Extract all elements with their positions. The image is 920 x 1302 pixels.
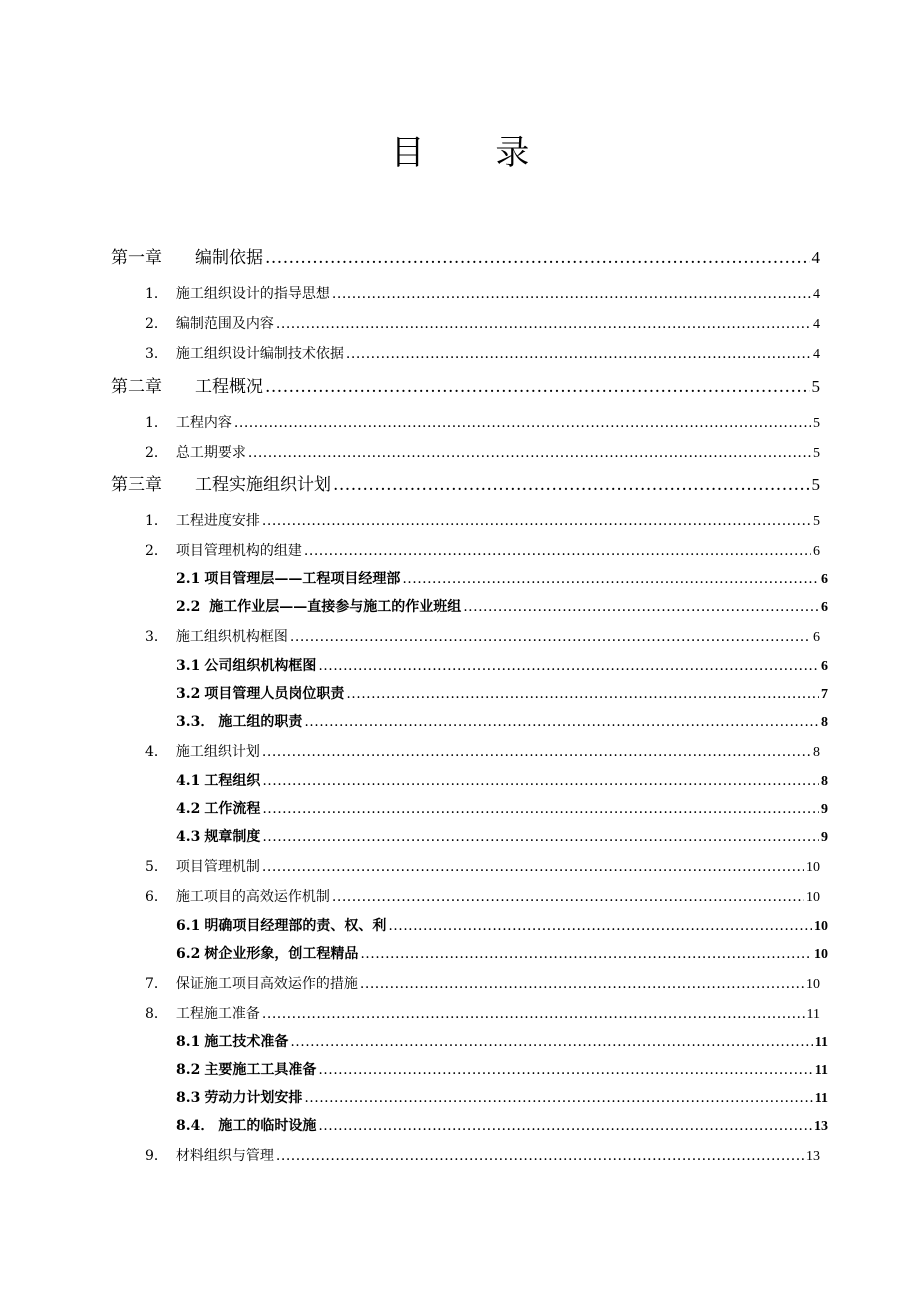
toc-page-number: 5 <box>811 475 820 494</box>
toc-leader-dots <box>333 475 810 495</box>
toc-entry[interactable] <box>176 1059 828 1079</box>
toc-entry[interactable] <box>145 856 820 876</box>
toc-entry-label <box>176 1087 302 1107</box>
toc-entry-label <box>176 798 260 818</box>
toc-page-number: 10 <box>814 919 828 934</box>
toc-leader-dots <box>360 976 804 992</box>
toc-entry-text: 项目管理机构的组建 <box>175 543 302 559</box>
toc-entry-text: 工程进度安排 <box>175 513 260 529</box>
toc-entry[interactable] <box>176 568 828 588</box>
toc-entry-label <box>176 711 302 731</box>
toc-leader-dots <box>360 946 812 962</box>
toc-entry-text: 工程施工准备 <box>175 1006 260 1022</box>
toc-section-number: 6． <box>145 889 168 905</box>
toc-entry-label <box>111 470 331 495</box>
toc-page-number: 6 <box>821 572 828 587</box>
toc-page-number: 8 <box>821 774 828 789</box>
toc-entry-label <box>176 568 400 588</box>
toc-section-number: 3.1 <box>176 658 201 674</box>
toc-entry-text: 公司组织机构框图 <box>204 658 317 674</box>
toc-entry-text: 施工技术准备 <box>204 1034 289 1050</box>
toc-entry-label <box>111 243 263 268</box>
toc-page-number: 5 <box>813 416 820 431</box>
toc-entry[interactable] <box>111 372 820 397</box>
toc-leader-dots <box>304 1090 812 1106</box>
toc-section-number: 4.2 <box>176 801 201 817</box>
toc-entry-label <box>176 915 386 935</box>
toc-page-number: 6 <box>813 630 820 645</box>
toc-entry-label <box>145 886 330 906</box>
toc-section-number: 6.2 <box>176 946 201 962</box>
toc-leader-dots <box>262 1006 805 1022</box>
toc-entry-text: 施工的临时设施 <box>218 1118 317 1134</box>
toc-leader-dots <box>463 599 819 615</box>
toc-entry-label <box>176 1115 316 1135</box>
toc-entry-label <box>145 343 344 363</box>
toc-page-number: 8 <box>813 745 820 760</box>
toc-entry-text: 保证施工项目高效运作的措施 <box>175 976 358 992</box>
toc-leader-dots <box>248 445 811 461</box>
toc-page-number: 13 <box>814 1119 828 1134</box>
toc-page-number: 10 <box>806 860 820 875</box>
toc-entry-label <box>145 313 274 333</box>
toc-section-number: 1． <box>145 415 168 431</box>
toc-page-number: 9 <box>821 802 828 817</box>
toc-entry-text: 材料组织与管理 <box>175 1148 274 1164</box>
toc-entry[interactable] <box>111 243 820 268</box>
toc-entry-text: 主要施工工具准备 <box>204 1062 317 1078</box>
toc-entry-label <box>176 596 461 616</box>
toc-page-number: 9 <box>821 830 828 845</box>
toc-section-number: 8.4． <box>176 1118 215 1134</box>
toc-leader-dots <box>332 286 811 302</box>
toc-entry-text: 总工期要求 <box>175 445 246 461</box>
toc-leader-dots <box>332 889 804 905</box>
toc-page-number: 4 <box>813 347 820 362</box>
toc-chapter-number: 第二章 <box>111 377 162 397</box>
toc-entry-text: 施工组织设计的指导思想 <box>175 286 330 302</box>
toc-entry-text: 施工组的职责 <box>218 714 303 730</box>
toc-entry-text: 劳动力计划安排 <box>204 1090 303 1106</box>
toc-section-number: 1． <box>145 513 168 529</box>
toc-entry[interactable] <box>176 596 828 616</box>
toc-entry-label <box>176 1059 316 1079</box>
toc-section-number: 4.3 <box>176 829 201 845</box>
toc-section-number: 6.1 <box>176 918 201 934</box>
toc-entry-label <box>145 412 232 432</box>
toc-entry-text: 项目管理层——工程项目经理部 <box>204 571 401 587</box>
toc-entry[interactable] <box>145 741 820 761</box>
toc-entry-text: 施工组织计划 <box>175 744 260 760</box>
toc-section-number: 4． <box>145 744 168 760</box>
toc-entry-label <box>145 973 358 993</box>
toc-entry[interactable] <box>145 886 820 906</box>
toc-page-number: 11 <box>814 1091 828 1106</box>
toc-chapter-number: 第三章 <box>111 475 162 495</box>
toc-entry-label <box>145 1003 260 1023</box>
toc-entry-text: 树企业形象，创工程精品 <box>204 946 359 962</box>
toc-section-number: 8.3 <box>176 1090 201 1106</box>
toc-entry-label <box>145 741 260 761</box>
toc-section-number: 9． <box>145 1148 168 1164</box>
toc-section-number: 2.1 <box>176 571 201 587</box>
toc-leader-dots <box>402 571 819 587</box>
toc-page-number: 5 <box>813 514 820 529</box>
toc-entry-text: 施工组织设计编制技术依据 <box>175 346 344 362</box>
toc-page-number: 11 <box>814 1035 828 1050</box>
toc-entry-label <box>145 626 288 646</box>
toc-entry[interactable] <box>176 943 828 963</box>
toc-section-number: 8． <box>145 1006 168 1022</box>
toc-entry[interactable] <box>176 826 828 846</box>
toc-leader-dots <box>304 543 811 559</box>
toc-entry[interactable] <box>145 283 820 303</box>
toc-entry-label <box>145 283 330 303</box>
toc-entry-label <box>176 683 344 703</box>
toc-entry[interactable] <box>145 626 820 646</box>
toc-page-number: 4 <box>813 317 820 332</box>
toc-entry[interactable] <box>145 1145 820 1165</box>
toc-section-number: 3.2 <box>176 686 201 702</box>
toc-section-number: 7． <box>145 976 168 992</box>
toc-section-number: 2． <box>145 316 168 332</box>
toc-entry-text: 工程内容 <box>175 415 232 431</box>
toc-leader-dots <box>276 1148 804 1164</box>
toc-leader-dots <box>276 316 811 332</box>
toc-entry-text: 施工项目的高效运作机制 <box>175 889 330 905</box>
toc-entry-text: 规章制度 <box>204 829 261 845</box>
toc-section-number: 3.3． <box>176 714 215 730</box>
toc-leader-dots <box>262 744 811 760</box>
toc-page-number: 10 <box>806 977 820 992</box>
toc-entry-text: 工程概况 <box>195 377 263 397</box>
toc-page-number: 6 <box>813 544 820 559</box>
toc-page-number: 4 <box>813 287 820 302</box>
toc-entry-text: 明确项目经理部的责、权、利 <box>204 918 387 934</box>
toc-leader-dots <box>262 773 819 789</box>
toc-page-number: 6 <box>821 659 828 674</box>
toc-entry[interactable] <box>176 711 828 731</box>
toc-page-number: 5 <box>813 446 820 461</box>
toc-leader-dots <box>388 918 812 934</box>
toc-entry-label <box>176 943 358 963</box>
toc-leader-dots <box>318 1118 812 1134</box>
toc-leader-dots <box>262 859 804 875</box>
toc-entry[interactable] <box>111 470 820 495</box>
toc-page-number: 11 <box>814 1063 828 1078</box>
toc-page-number: 10 <box>814 947 828 962</box>
toc-section-number: 1． <box>145 286 168 302</box>
toc-entry-label <box>176 770 260 790</box>
toc-entry[interactable] <box>145 973 820 993</box>
toc-entry[interactable] <box>176 915 828 935</box>
toc-entry[interactable] <box>145 442 820 462</box>
toc-entry-text: 施工组织机构框图 <box>175 629 288 645</box>
toc-entry-text: 工程实施组织计划 <box>195 475 331 495</box>
toc-entry[interactable] <box>145 313 820 333</box>
toc-page-number: 11 <box>806 1007 820 1022</box>
toc-leader-dots <box>304 714 819 730</box>
toc-section-number: 2． <box>145 445 168 461</box>
toc-entry[interactable] <box>176 770 828 790</box>
page-title: 目 录 <box>390 133 560 173</box>
toc-entry[interactable] <box>145 343 820 363</box>
toc-leader-dots <box>290 1034 812 1050</box>
toc-section-number: 8.1 <box>176 1034 201 1050</box>
toc-entry[interactable] <box>176 1087 828 1107</box>
toc-entry-label <box>145 442 246 462</box>
toc-page-number: 7 <box>821 687 828 702</box>
toc-chapter-number: 第一章 <box>111 248 162 268</box>
toc-entry-label <box>111 372 263 397</box>
toc-entry[interactable] <box>176 683 828 703</box>
toc-entry-label <box>176 1031 288 1051</box>
toc-entry-text: 编制依据 <box>195 248 263 268</box>
toc-page-number: 10 <box>806 890 820 905</box>
toc-leader-dots <box>346 686 819 702</box>
toc-leader-dots <box>262 829 819 845</box>
toc-leader-dots <box>265 248 810 268</box>
toc-leader-dots <box>262 513 811 529</box>
toc-entry-text: 项目管理人员岗位职责 <box>204 686 345 702</box>
toc-entry[interactable] <box>176 655 828 675</box>
toc-section-number: 5． <box>145 859 168 875</box>
toc-page-number: 8 <box>821 715 828 730</box>
toc-section-number: 8.2 <box>176 1062 201 1078</box>
toc-entry[interactable] <box>145 412 820 432</box>
toc-entry-label <box>145 510 260 530</box>
toc-page-number: 5 <box>811 377 820 396</box>
toc-section-number: 2.2 <box>176 599 201 615</box>
toc-page-number: 4 <box>811 248 820 267</box>
toc-entry[interactable] <box>176 798 828 818</box>
toc-entry[interactable] <box>145 510 820 530</box>
toc-section-number: 4.1 <box>176 773 201 789</box>
toc-page-number: 6 <box>821 600 828 615</box>
toc-entry-label <box>176 826 260 846</box>
toc-entry-text: 工程组织 <box>204 773 261 789</box>
toc-leader-dots <box>346 346 811 362</box>
toc-entry-label <box>145 856 260 876</box>
toc-entry-label <box>145 1145 274 1165</box>
toc-leader-dots <box>318 658 819 674</box>
toc-section-number: 2． <box>145 543 168 559</box>
toc-leader-dots <box>318 1062 812 1078</box>
toc-leader-dots <box>265 377 810 397</box>
toc-entry-text: 项目管理机制 <box>175 859 260 875</box>
toc-entry[interactable] <box>145 540 820 560</box>
toc-entry-label <box>176 655 316 675</box>
toc-entry[interactable] <box>145 1003 820 1023</box>
toc-page-number: 13 <box>806 1149 820 1164</box>
toc-entry[interactable] <box>176 1115 828 1135</box>
toc-leader-dots <box>234 415 811 431</box>
toc-leader-dots <box>290 629 811 645</box>
toc-entry-text: 工作流程 <box>204 801 261 817</box>
toc-entry[interactable] <box>176 1031 828 1051</box>
toc-entry-text: 编制范围及内容 <box>175 316 274 332</box>
toc-leader-dots <box>262 801 819 817</box>
toc-entry-text: 施工作业层——直接参与施工的作业班组 <box>204 599 462 615</box>
toc-section-number: 3． <box>145 629 168 645</box>
toc-section-number: 3． <box>145 346 168 362</box>
toc-entry-label <box>145 540 302 560</box>
